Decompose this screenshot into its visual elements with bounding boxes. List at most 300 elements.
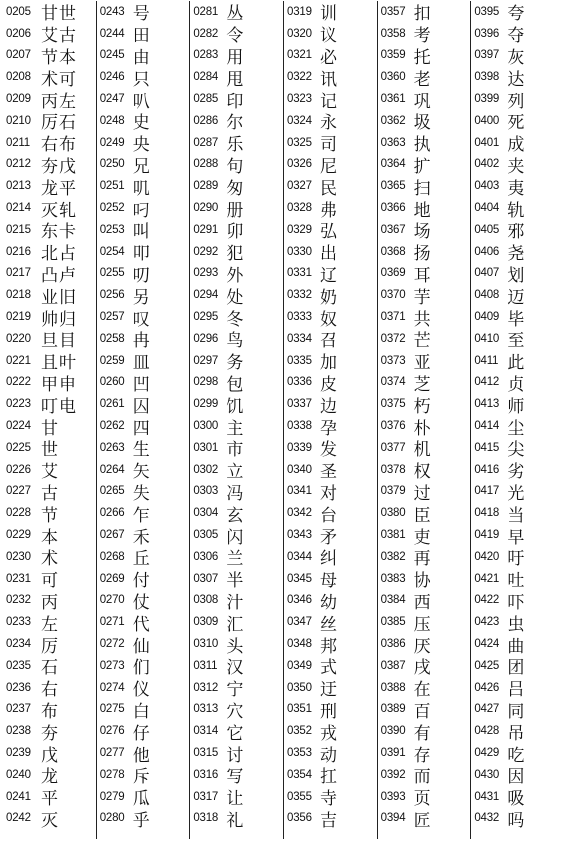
table-row bbox=[97, 372, 190, 394]
char-code: 0220 bbox=[6, 332, 31, 345]
table-row bbox=[190, 197, 283, 219]
char-glyph: 艾 bbox=[41, 462, 59, 483]
char-code: 0363 bbox=[380, 136, 406, 149]
char-code: 0389 bbox=[380, 703, 406, 716]
char-glyph: 皿 bbox=[132, 353, 151, 374]
table-row bbox=[190, 132, 283, 154]
char-glyph: 失 bbox=[132, 483, 151, 504]
table-row bbox=[97, 655, 190, 677]
table-row bbox=[97, 45, 190, 67]
table-row bbox=[284, 154, 377, 176]
table-row bbox=[284, 786, 377, 808]
char-glyph: 压 bbox=[413, 614, 432, 635]
char-code: 0300 bbox=[193, 420, 219, 433]
char-glyph: 汇 bbox=[226, 614, 245, 635]
table-row bbox=[190, 45, 283, 67]
table-row bbox=[97, 110, 190, 132]
table-row bbox=[4, 175, 96, 197]
char-glyph: 地 bbox=[413, 200, 432, 221]
char-glyph: 同 bbox=[507, 701, 526, 722]
char-glyph: 吃 bbox=[507, 745, 526, 766]
table-row bbox=[378, 197, 471, 219]
char-code: 0293 bbox=[193, 267, 219, 280]
char-glyph: 凹 bbox=[132, 374, 151, 395]
table-row bbox=[284, 241, 377, 263]
char-code: 0258 bbox=[99, 332, 125, 345]
char-glyph: 纠 bbox=[320, 549, 338, 570]
char-glyph: 扣 bbox=[413, 4, 432, 25]
char-glyph: 用 bbox=[226, 48, 245, 68]
char-code: 0277 bbox=[99, 746, 125, 759]
char-glyph: 吐 bbox=[507, 571, 526, 592]
char-glyph: 吉 bbox=[320, 810, 338, 831]
char-code: 0286 bbox=[193, 114, 219, 127]
char-glyph: 号 bbox=[132, 4, 151, 25]
char-glyph: 厌 bbox=[413, 636, 432, 657]
char-code: 0316 bbox=[193, 768, 219, 781]
char-code: 0272 bbox=[99, 638, 125, 650]
char-glyph: 平 bbox=[41, 789, 59, 810]
table-row bbox=[378, 132, 471, 154]
char-code: 0239 bbox=[6, 746, 31, 759]
char-glyph: 有 bbox=[413, 723, 432, 744]
table-row bbox=[284, 175, 377, 197]
char-glyph: 可 bbox=[41, 571, 59, 592]
table-row bbox=[97, 699, 190, 721]
char-glyph: 民 bbox=[320, 178, 338, 199]
char-glyph: 西 bbox=[413, 592, 432, 613]
char-glyph: 夸 bbox=[507, 4, 526, 25]
table-row bbox=[284, 88, 377, 110]
table-row bbox=[378, 546, 471, 568]
table-row bbox=[471, 677, 564, 699]
table-row bbox=[378, 786, 471, 808]
table-row bbox=[284, 284, 377, 306]
table-row bbox=[284, 263, 377, 285]
char-code: 0284 bbox=[193, 71, 219, 84]
table-row bbox=[471, 633, 564, 655]
char-glyph: 芋 bbox=[413, 287, 432, 308]
table-row bbox=[97, 568, 190, 590]
char-code: 0371 bbox=[380, 311, 406, 324]
char-code: 0243 bbox=[99, 5, 125, 18]
char-glyph: 弘 bbox=[320, 222, 338, 243]
char-glyph: 斥 bbox=[132, 767, 151, 788]
table-row bbox=[471, 764, 564, 786]
table-row bbox=[97, 175, 190, 197]
char-code: 0264 bbox=[99, 463, 125, 476]
char-code: 0222 bbox=[6, 376, 31, 389]
table-row bbox=[4, 590, 96, 612]
char-glyph: 灭 bbox=[41, 810, 59, 831]
char-code: 0257 bbox=[99, 311, 125, 324]
table-row bbox=[378, 23, 471, 45]
char-glyph: 穴 bbox=[226, 701, 245, 722]
char-glyph: 处 bbox=[226, 287, 245, 308]
char-code: 0259 bbox=[99, 354, 125, 367]
character-table bbox=[4, 1, 564, 839]
char-code: 0276 bbox=[99, 725, 125, 738]
char-code: 0375 bbox=[380, 398, 406, 411]
char-code: 0322 bbox=[287, 71, 312, 84]
char-glyph: 务 bbox=[226, 353, 245, 374]
char-glyph: 师 bbox=[507, 396, 526, 417]
char-glyph: 冉 bbox=[132, 331, 151, 352]
table-row bbox=[284, 459, 377, 481]
char-glyph: 叩 bbox=[132, 244, 151, 265]
char-code: 0254 bbox=[99, 245, 125, 258]
table-row bbox=[471, 66, 564, 88]
char-glyph: 存 bbox=[413, 745, 432, 766]
table-row bbox=[4, 197, 96, 219]
char-code: 0392 bbox=[380, 768, 406, 781]
char-glyph: 乐 bbox=[226, 135, 245, 156]
char-code: 0231 bbox=[6, 572, 31, 585]
char-glyph: 卯 bbox=[226, 222, 245, 243]
char-glyph: 死 bbox=[507, 113, 526, 134]
table-row bbox=[378, 306, 471, 328]
char-code: 0294 bbox=[193, 289, 219, 302]
char-glyph: 巩 bbox=[413, 91, 432, 112]
char-glyph: 夷 bbox=[507, 178, 526, 199]
table-column bbox=[283, 1, 377, 839]
char-code: 0223 bbox=[6, 398, 31, 411]
char-glyph: 北占 bbox=[41, 244, 77, 265]
char-glyph: 叮电 bbox=[41, 396, 77, 417]
char-code: 0421 bbox=[474, 572, 500, 585]
table-row bbox=[471, 306, 564, 328]
char-code: 0261 bbox=[99, 398, 125, 411]
char-glyph: 劣 bbox=[507, 462, 526, 483]
table-row bbox=[471, 197, 564, 219]
table-row bbox=[471, 88, 564, 110]
char-glyph: 瓜 bbox=[132, 789, 151, 810]
table-row bbox=[471, 546, 564, 568]
char-code: 0275 bbox=[99, 703, 125, 716]
table-row bbox=[190, 677, 283, 699]
table-row bbox=[190, 655, 283, 677]
char-code: 0364 bbox=[380, 158, 406, 171]
table-row bbox=[471, 786, 564, 808]
char-glyph: 场 bbox=[413, 222, 432, 243]
table-row bbox=[284, 1, 377, 23]
table-row bbox=[378, 699, 471, 721]
char-code: 0373 bbox=[380, 354, 406, 367]
char-code: 0280 bbox=[99, 812, 125, 825]
table-row bbox=[190, 807, 283, 829]
table-row bbox=[4, 350, 96, 372]
char-glyph: 执 bbox=[413, 135, 432, 156]
char-code: 0237 bbox=[6, 703, 31, 716]
table-row bbox=[471, 263, 564, 285]
table-column bbox=[189, 1, 283, 839]
char-glyph: 达 bbox=[507, 69, 526, 90]
table-row bbox=[471, 350, 564, 372]
table-row bbox=[378, 45, 471, 67]
char-code: 0416 bbox=[474, 463, 500, 476]
char-glyph: 兄 bbox=[132, 156, 151, 177]
table-row bbox=[378, 481, 471, 503]
table-row bbox=[4, 263, 96, 285]
table-row bbox=[284, 110, 377, 132]
char-code: 0219 bbox=[6, 311, 31, 324]
char-glyph: 尧 bbox=[507, 244, 526, 265]
table-row bbox=[4, 699, 96, 721]
char-code: 0249 bbox=[99, 136, 125, 149]
table-row bbox=[284, 590, 377, 612]
char-glyph: 主 bbox=[226, 418, 245, 439]
table-row bbox=[378, 524, 471, 546]
char-code: 0296 bbox=[193, 332, 219, 345]
char-code: 0381 bbox=[380, 529, 406, 542]
char-code: 0405 bbox=[474, 223, 500, 236]
table-row bbox=[378, 742, 471, 764]
table-row bbox=[378, 1, 471, 23]
char-glyph: 厉石 bbox=[41, 113, 77, 134]
char-glyph: 古 bbox=[41, 483, 59, 504]
table-row bbox=[190, 350, 283, 372]
char-code: 0212 bbox=[6, 158, 31, 171]
table-row bbox=[284, 350, 377, 372]
table-row bbox=[471, 132, 564, 154]
char-glyph: 团 bbox=[507, 658, 526, 679]
char-code: 0236 bbox=[6, 681, 31, 694]
char-glyph: 百 bbox=[413, 701, 432, 722]
char-glyph: 匠 bbox=[413, 810, 432, 831]
char-code: 0292 bbox=[193, 245, 219, 258]
char-code: 0369 bbox=[380, 267, 406, 280]
table-row bbox=[284, 655, 377, 677]
char-glyph: 禾 bbox=[132, 527, 151, 548]
char-glyph: 吏 bbox=[413, 527, 432, 548]
table-row bbox=[4, 110, 96, 132]
char-code: 0266 bbox=[99, 507, 125, 520]
char-glyph: 吗 bbox=[507, 810, 526, 831]
table-row bbox=[378, 437, 471, 459]
char-code: 0388 bbox=[380, 681, 406, 694]
table-row bbox=[97, 546, 190, 568]
char-code: 0403 bbox=[474, 180, 500, 193]
table-row bbox=[284, 502, 377, 524]
char-code: 0262 bbox=[99, 420, 125, 433]
table-row bbox=[378, 372, 471, 394]
table-row bbox=[378, 350, 471, 372]
char-code: 0361 bbox=[380, 93, 406, 106]
char-code: 0248 bbox=[99, 114, 125, 127]
table-row bbox=[4, 154, 96, 176]
table-row bbox=[471, 459, 564, 481]
table-row bbox=[471, 807, 564, 829]
char-code: 0289 bbox=[193, 180, 219, 193]
table-row bbox=[378, 655, 471, 677]
char-code: 0385 bbox=[380, 616, 406, 629]
table-row bbox=[97, 23, 190, 45]
table-row bbox=[190, 633, 283, 655]
char-glyph: 头 bbox=[226, 636, 245, 657]
char-code: 0408 bbox=[474, 289, 500, 302]
char-code: 0339 bbox=[287, 441, 312, 454]
char-glyph: 因 bbox=[507, 767, 526, 788]
char-code: 0285 bbox=[193, 93, 219, 106]
table-row bbox=[284, 197, 377, 219]
table-row bbox=[378, 807, 471, 829]
table-row bbox=[4, 88, 96, 110]
char-code: 0344 bbox=[287, 550, 312, 563]
char-glyph: 夯 bbox=[41, 723, 59, 744]
table-row bbox=[378, 415, 471, 437]
char-glyph: 匆 bbox=[226, 178, 245, 199]
table-row bbox=[284, 415, 377, 437]
char-glyph: 叼 bbox=[132, 200, 151, 221]
char-code: 0241 bbox=[6, 790, 31, 803]
char-glyph: 宁 bbox=[226, 680, 245, 701]
char-code: 0342 bbox=[287, 507, 312, 520]
char-code: 0270 bbox=[99, 594, 125, 607]
char-code: 0230 bbox=[6, 550, 31, 563]
char-glyph: 东卡 bbox=[41, 222, 77, 243]
char-glyph: 弗 bbox=[320, 200, 338, 221]
char-code: 0245 bbox=[99, 49, 125, 62]
table-row bbox=[190, 88, 283, 110]
char-code: 0244 bbox=[99, 27, 125, 40]
table-row bbox=[190, 175, 283, 197]
char-glyph: 式 bbox=[320, 658, 338, 679]
char-code: 0404 bbox=[474, 202, 500, 215]
char-glyph: 白 bbox=[132, 701, 151, 722]
char-glyph: 仗 bbox=[132, 592, 151, 613]
table-row bbox=[471, 481, 564, 503]
table-row bbox=[471, 742, 564, 764]
char-code: 0217 bbox=[6, 267, 31, 280]
char-glyph: 毕 bbox=[507, 309, 526, 330]
char-glyph: 台 bbox=[320, 505, 338, 526]
table-row bbox=[4, 677, 96, 699]
char-code: 0216 bbox=[6, 245, 31, 258]
char-glyph: 丙左 bbox=[41, 91, 77, 112]
char-glyph: 划 bbox=[507, 265, 526, 286]
char-code: 0429 bbox=[474, 746, 500, 759]
table-row bbox=[471, 568, 564, 590]
char-code: 0424 bbox=[474, 638, 500, 650]
char-glyph: 田 bbox=[132, 26, 151, 47]
char-glyph: 布 bbox=[41, 701, 59, 722]
char-glyph: 丝 bbox=[320, 614, 338, 635]
table-row bbox=[97, 350, 190, 372]
char-glyph: 吕 bbox=[507, 680, 526, 701]
table-row bbox=[190, 764, 283, 786]
char-glyph: 耳 bbox=[413, 265, 432, 286]
table-row bbox=[4, 524, 96, 546]
char-glyph: 册 bbox=[226, 200, 245, 221]
char-glyph: 亚 bbox=[413, 353, 432, 374]
char-glyph: 半 bbox=[226, 571, 245, 592]
char-glyph: 臣 bbox=[413, 505, 432, 526]
table-row bbox=[190, 699, 283, 721]
table-row bbox=[97, 132, 190, 154]
char-code: 0291 bbox=[193, 223, 219, 236]
char-glyph: 刑 bbox=[320, 701, 338, 722]
char-code: 0334 bbox=[287, 332, 312, 345]
char-glyph: 托 bbox=[413, 48, 432, 68]
char-code: 0393 bbox=[380, 790, 406, 803]
table-row bbox=[97, 524, 190, 546]
char-glyph: 礼 bbox=[226, 810, 245, 831]
char-code: 0210 bbox=[6, 114, 31, 127]
char-glyph: 再 bbox=[413, 549, 432, 570]
char-code: 0310 bbox=[193, 638, 219, 650]
table-row bbox=[471, 502, 564, 524]
char-code: 0260 bbox=[99, 376, 125, 389]
char-code: 0267 bbox=[99, 529, 125, 542]
char-code: 0378 bbox=[380, 463, 406, 476]
char-glyph: 写 bbox=[226, 767, 245, 788]
char-glyph: 光 bbox=[507, 483, 526, 504]
table-row bbox=[378, 720, 471, 742]
char-glyph: 节 bbox=[41, 505, 59, 526]
char-code: 0251 bbox=[99, 180, 125, 193]
table-row bbox=[190, 481, 283, 503]
table-row bbox=[4, 284, 96, 306]
char-glyph: 讯 bbox=[320, 69, 338, 90]
char-code: 0238 bbox=[6, 725, 31, 738]
char-code: 0308 bbox=[193, 594, 219, 607]
char-code: 0402 bbox=[474, 158, 500, 171]
char-code: 0319 bbox=[287, 5, 312, 18]
char-code: 0313 bbox=[193, 703, 219, 716]
char-code: 0348 bbox=[287, 638, 312, 650]
char-code: 0425 bbox=[474, 659, 500, 672]
char-glyph: 共 bbox=[413, 309, 432, 330]
char-code: 0336 bbox=[287, 376, 312, 389]
table-row bbox=[378, 764, 471, 786]
char-code: 0374 bbox=[380, 376, 406, 389]
char-code: 0247 bbox=[99, 93, 125, 106]
table-row bbox=[284, 677, 377, 699]
char-glyph: 龙平 bbox=[41, 178, 77, 199]
char-code: 0390 bbox=[380, 725, 406, 738]
char-code: 0302 bbox=[193, 463, 219, 476]
char-glyph: 帅归 bbox=[41, 309, 77, 330]
char-code: 0380 bbox=[380, 507, 406, 520]
char-glyph: 冬 bbox=[226, 309, 245, 330]
table-row bbox=[190, 415, 283, 437]
char-glyph: 业旧 bbox=[41, 287, 77, 308]
char-glyph: 乎 bbox=[132, 810, 151, 831]
char-code: 0376 bbox=[380, 420, 406, 433]
table-row bbox=[284, 764, 377, 786]
char-code: 0250 bbox=[99, 158, 125, 171]
char-code: 0246 bbox=[99, 71, 125, 84]
char-code: 0207 bbox=[6, 49, 31, 62]
char-code: 0226 bbox=[6, 463, 31, 476]
char-code: 0352 bbox=[287, 725, 312, 738]
char-glyph: 饥 bbox=[226, 396, 245, 417]
table-row bbox=[284, 372, 377, 394]
table-row bbox=[284, 328, 377, 350]
table-row bbox=[4, 546, 96, 568]
table-row bbox=[4, 1, 96, 23]
char-code: 0338 bbox=[287, 420, 312, 433]
char-glyph: 奴 bbox=[320, 309, 338, 330]
char-glyph: 灰 bbox=[507, 48, 526, 68]
table-row bbox=[4, 132, 96, 154]
table-row bbox=[284, 306, 377, 328]
char-glyph: 只 bbox=[132, 69, 151, 90]
table-row bbox=[190, 611, 283, 633]
char-code: 0315 bbox=[193, 746, 219, 759]
table-row bbox=[471, 284, 564, 306]
table-row bbox=[190, 66, 283, 88]
